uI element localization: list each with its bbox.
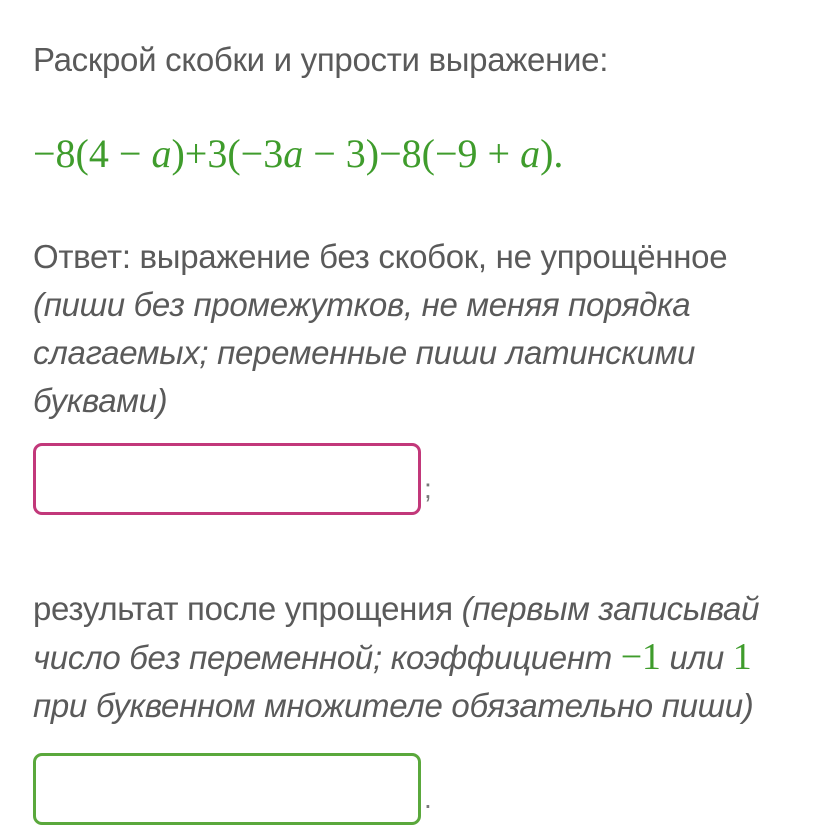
expression-part: −8(4 − (33, 131, 152, 176)
math-expression (33, 130, 798, 178)
expression-part: )+3(−3 (171, 131, 284, 176)
coefficient-positive: 1 (732, 636, 752, 678)
result-prompt (33, 585, 798, 730)
result-hint-part: или (660, 639, 733, 676)
result-separator: . (424, 783, 432, 814)
expression-part: ). (540, 131, 564, 176)
answer-prompt (33, 233, 798, 425)
expression-variable: a (283, 131, 304, 176)
simplified-answer-input[interactable] (33, 753, 421, 825)
answer-label: Ответ: выражение без скобок, не упрощённое (33, 238, 728, 275)
simplified-answer-row (33, 753, 432, 825)
answer-hint: (пиши без промежутков, не меняя порядка слагаемых; переменные пиши латинскими буквами) (33, 286, 696, 419)
unsimplified-answer-row (33, 443, 432, 515)
answer-separator: ; (424, 473, 432, 504)
task-instruction-text: Раскрой скобки и упрости выражение: (33, 41, 609, 78)
result-hint-part: при буквенном множителе обязательно пиши) (33, 687, 754, 724)
coefficient-negative: −1 (620, 636, 661, 678)
expression-variable: a (520, 131, 541, 176)
expression-variable: a (151, 131, 172, 176)
unsimplified-answer-input[interactable] (33, 443, 421, 515)
expression-part: − 3)−8(−9 + (303, 131, 521, 176)
result-hint-part: (первым записывай число без переменной; коэффициент (33, 590, 760, 676)
task-instruction (33, 36, 798, 84)
result-label: результат после упрощения (33, 590, 462, 627)
